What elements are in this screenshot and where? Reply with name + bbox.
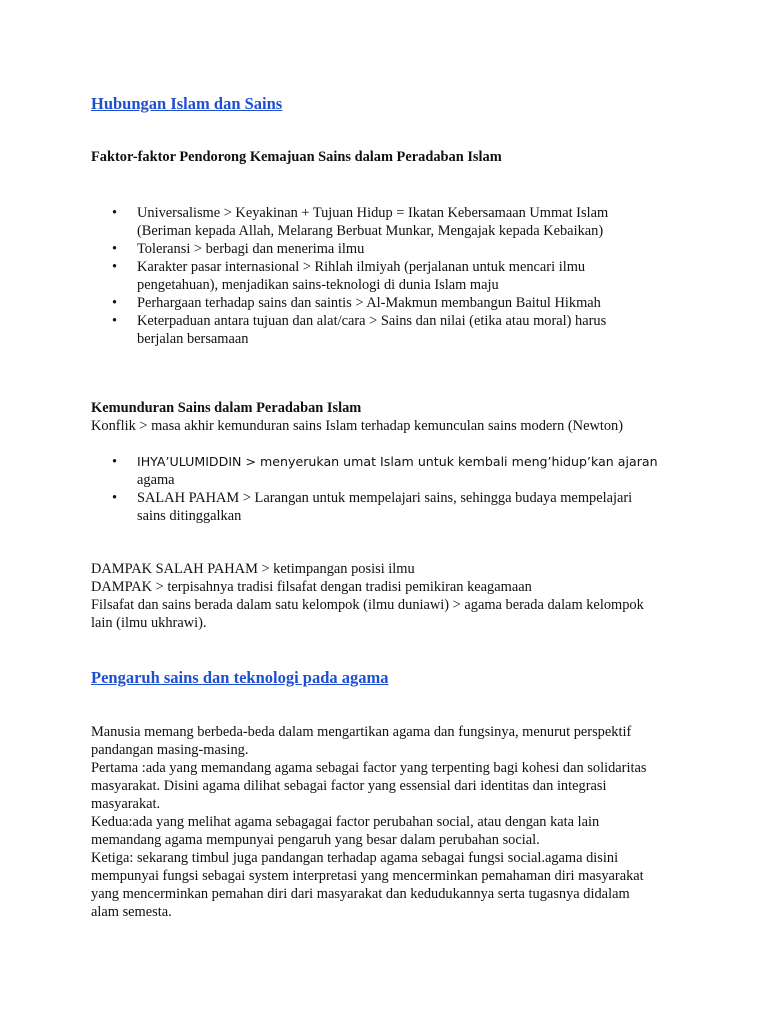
paragraph-line: pandangan masing-masing.: [91, 742, 249, 758]
bullet-list-kemunduran: [91, 453, 691, 525]
bullet-icon: •: [112, 490, 118, 506]
list-item-line: IHYA’ULUMIDDIN > menyerukan umat Islam untuk kembali meng’hidup’kan ajaran: [137, 454, 658, 469]
list-item: [91, 240, 691, 258]
list-item: [91, 453, 691, 489]
paragraph-line: alam semesta.: [91, 904, 172, 920]
section-title-link-pengaruh[interactable]: Pengaruh sains dan teknologi pada agama: [91, 668, 389, 687]
list-item: [91, 294, 691, 312]
paragraph-line: Kedua:ada yang melihat agama sebagagai factor perubahan social, atau dengan kata lain: [91, 814, 600, 830]
bullet-icon: •: [112, 313, 118, 329]
paragraph-line: Ketiga: sekarang timbul juga pandangan terhadap agama sebagai fungsi social.agama disini: [91, 850, 619, 866]
list-item-line: agama: [137, 472, 175, 488]
list-item-line: Toleransi > berbagi dan menerima ilmu: [137, 241, 365, 257]
list-item-line: pengetahuan), menjadikan sains-teknologi di dunia Islam maju: [137, 277, 499, 293]
list-item-line: berjalan bersamaan: [137, 331, 249, 347]
paragraph-line: masyarakat. Disini agama dilihat sebagai factor yang essensial dari identitas dan integrasi: [91, 778, 607, 794]
paragraph-line: Konflik > masa akhir kemunduran sains Islam terhadap kemunculan sains modern (Newton): [91, 418, 624, 434]
list-item: [91, 489, 691, 525]
paragraph-line: Pertama :ada yang memandang agama sebagai factor yang terpenting bagi kohesi dan solidaritas: [91, 760, 647, 776]
list-item-line: Perhargaan terhadap sains dan saintis > Al-Makmun membangun Baitul Hikmah: [137, 295, 601, 311]
list-item: [91, 258, 691, 294]
bullet-icon: •: [112, 295, 118, 311]
list-item: [91, 204, 691, 240]
intro-paragraph-konflik: [91, 417, 691, 435]
section-subtitle-faktor: Faktor-faktor Pendorong Kemajuan Sains dalam Peradaban Islam: [91, 149, 502, 165]
bullet-icon: •: [112, 205, 118, 221]
paragraph-line: mempunyai fungsi sebagai system interpretasi yang mencerminkan pemahaman diri masyarakat: [91, 868, 644, 884]
bullet-icon: •: [112, 454, 118, 470]
paragraph-line: DAMPAK > terpisahnya tradisi filsafat dengan tradisi pemikiran keagamaan: [91, 579, 532, 595]
bullet-list-faktor: [91, 204, 691, 348]
bullet-icon: •: [112, 241, 118, 257]
section-subtitle-kemunduran: Kemunduran Sains dalam Peradaban Islam: [91, 400, 362, 416]
bullet-icon: •: [112, 259, 118, 275]
list-item-line: SALAH PAHAM > Larangan untuk mempelajari sains, sehingga budaya mempelajari: [137, 490, 633, 506]
list-item: [91, 312, 691, 348]
list-item-line: (Beriman kepada Allah, Melarang Berbuat Munkar, Mengajak kepada Kebaikan): [137, 223, 604, 239]
paragraph-line: Manusia memang berbeda-beda dalam mengartikan agama dan fungsinya, menurut perspektif: [91, 724, 632, 740]
paragraph-line: yang mencerminkan pemahan diri dari masyarakat dan kedudukannya serta tugasnya didalam: [91, 886, 630, 902]
section-title-link-hubungan[interactable]: Hubungan Islam dan Sains: [91, 94, 283, 113]
list-item-line: Universalisme > Keyakinan + Tujuan Hidup = Ikatan Kebersamaan Ummat Islam: [137, 205, 609, 221]
paragraph-line: masyarakat.: [91, 796, 161, 812]
paragraph-line: Filsafat dan sains berada dalam satu kelompok (ilmu duniawi) > agama berada dalam kelompok: [91, 597, 644, 613]
paragraph-line: lain (ilmu ukhrawi).: [91, 615, 207, 631]
paragraph-dampak: [91, 560, 691, 632]
list-item-line: Keterpaduan antara tujuan dan alat/cara > Sains dan nilai (etika atau moral) harus: [137, 313, 607, 329]
paragraph-line: DAMPAK SALAH PAHAM > ketimpangan posisi ilmu: [91, 561, 415, 577]
list-item-line: Karakter pasar internasional > Rihlah ilmiyah (perjalanan untuk mencari ilmu: [137, 259, 586, 275]
paragraph-pengaruh: [91, 723, 691, 921]
paragraph-line: memandang agama mempunyai pengaruh yang besar dalam perubahan social.: [91, 832, 540, 848]
list-item-line: sains ditinggalkan: [137, 508, 242, 524]
